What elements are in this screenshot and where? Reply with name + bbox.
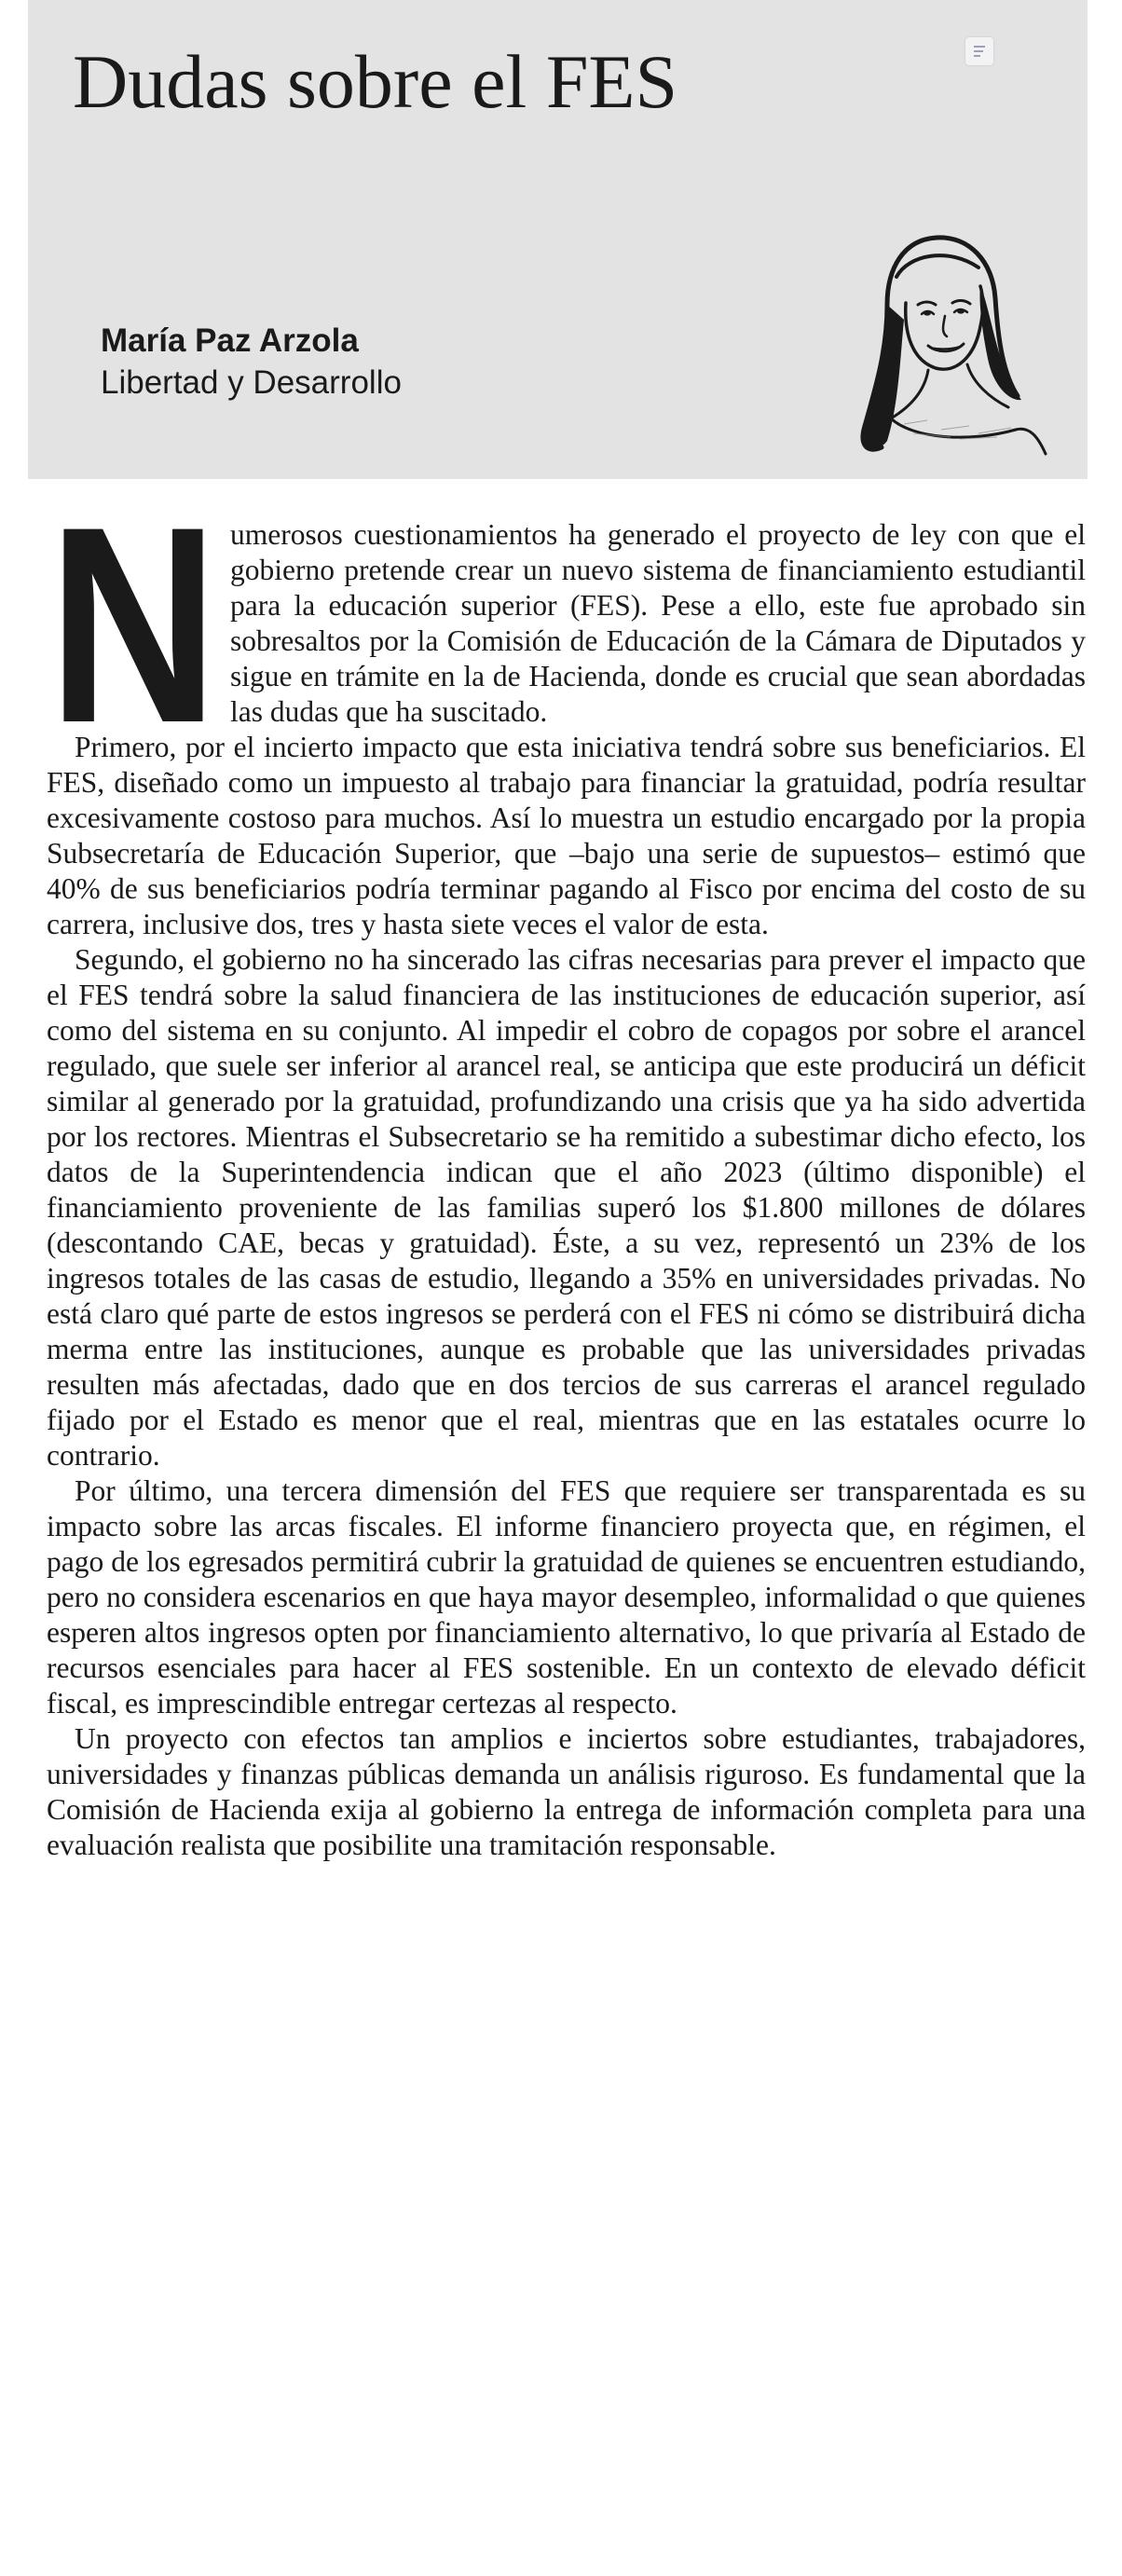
menu-icon[interactable] <box>965 37 993 65</box>
article-body <box>47 468 1086 1863</box>
author-portrait <box>839 210 1053 480</box>
paragraph-1 <box>47 468 1086 781</box>
drop-cap-letter: N <box>48 468 219 781</box>
drop-cap <box>48 468 219 781</box>
headline: Dudas sobre el FES <box>73 39 678 124</box>
author-organization: Libertad y Desarrollo <box>101 364 402 401</box>
paragraph-2: Primero, por el incierto impacto que esta iniciativa tendrá sobre sus beneficiarios. El FES, diseñado como un impuesto al trabajo para financiar la gratuidad, podría resultar excesivamente costoso para muchos. Así lo muestra un estudio encargado por la propia Subsecretaría de Educación Superior, que –bajo una serie de supuestos– estimó que 40% de sus beneficiarios podría terminar pagando al Fisco por encima del costo de su carrera, inclusive dos, tres y hasta siete veces el valor de esta. <box>47 731 1086 940</box>
paragraph-4: Por último, una tercera dimensión del FES que requiere ser transparentada es su impacto sobre las arcas fiscales. El informe financiero proyecta que, en régimen, el pago de los egresados permitirá cubrir la gratuidad de quienes se encuentren estudiando, pero no considera escenarios en que haya mayor desempleo, informalidad o que quienes esperen altos ingresos opten por financiamiento alternativo, lo que privaría al Estado de recursos esenciales para hacer al FES sostenible. En un contexto de elevado déficit fiscal, es imprescindible entregar certezas al respecto. <box>47 1474 1086 1720</box>
author-name: María Paz Arzola <box>101 322 359 359</box>
paragraph-5: Un proyecto con efectos tan amplios e inciertos sobre estudiantes, trabajadores, universidades y finanzas públicas demanda un análisis riguroso. Es fundamental que la Comisión de Hacienda exija al gobierno la entrega de información completa para una evaluación realista que posibilite una tramitación responsable. <box>47 1722 1086 1861</box>
paragraph-3: Segundo, el gobierno no ha sincerado las cifras necesarias para prever el impacto que el FES tendrá sobre la salud financiera de las instituciones de educación superior, así como del sistema en su conjunto. Al impedir el cobro de copagos por sobre el arancel regulado, que suele ser inferior al arancel real, se anticipa que este producirá un déficit similar al generado por la gratuidad, profundizando una crisis que ya ha sido advertida por los rectores. Mientras el Subsecretario se ha remitido a subestimar dicho efecto, los datos de la Superintendencia indican que el año 2023 (último disponible) el financiamiento proveniente de las familias superó los $1.800 millones de dólares (descontando CAE, becas y gratuidad). Éste, a su vez, representó un 23% de los ingresos totales de las casas de estudio, llegando a 35% en universidades privadas. No está claro qué parte de estos ingresos se perderá con el FES ni cómo se distribuirá dicha merma entre las instituciones, aunque es probable que las universidades privadas resulten más afectadas, dado que en dos tercios de sus carreras el arancel regulado fijado por el Estado es menor que el real, mientras que en las estatales ocurre lo contrario. <box>47 943 1086 1472</box>
paragraph-1-text: umerosos cuestionamientos ha generado el proyecto de ley con que el gobierno pretende crear un nuevo sistema de financiamiento estudiantil para la educación superior (FES). Pese a ello, este fue aprobado sin sobresaltos por la Comisión de Educación de la Cámara de Diputados y sigue en trámite en la de Hacienda, donde es crucial que sean abordadas las dudas que ha suscitado. <box>230 518 1086 728</box>
